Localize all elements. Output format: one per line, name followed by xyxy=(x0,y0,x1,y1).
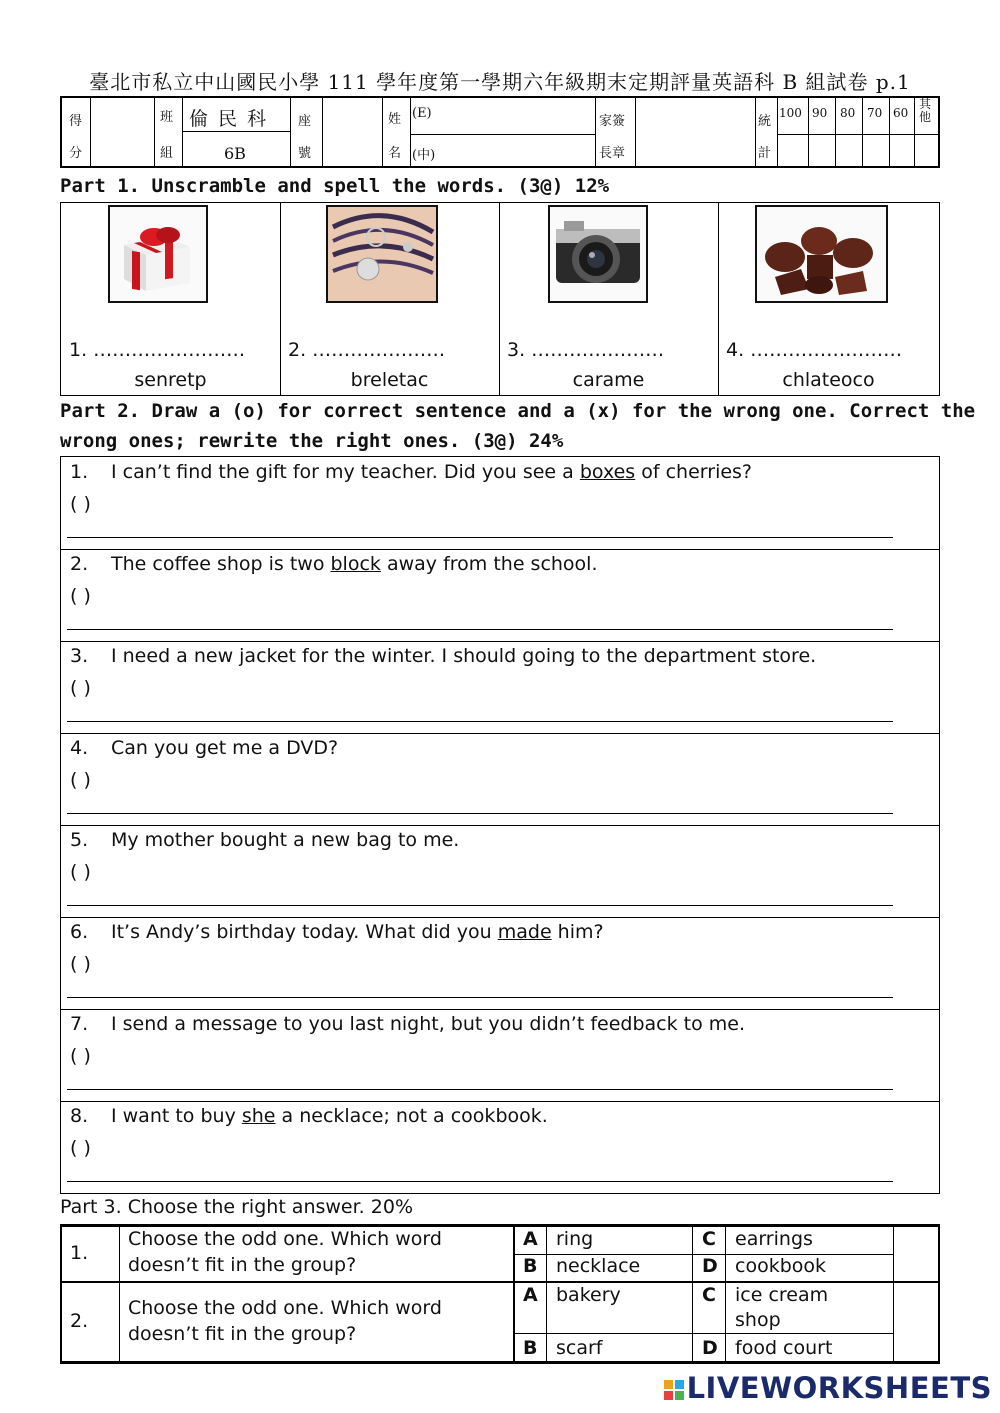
question-text: a necklace; not a cookbook. xyxy=(275,1105,548,1127)
seat-label-1: 座 xyxy=(298,114,312,129)
part2-questions xyxy=(60,456,940,1194)
class-label-1: 班 xyxy=(160,110,174,125)
scrambled-word-1: senretp xyxy=(134,369,207,391)
score-label-1: 得 xyxy=(69,114,83,129)
underlined-word: made xyxy=(497,921,552,943)
answer-line[interactable] xyxy=(67,1181,893,1182)
part1-title: Part 1. Unscramble and spell the words. (3@) 12% xyxy=(60,175,610,197)
class-code: 6B xyxy=(224,144,246,163)
question-row xyxy=(61,641,939,734)
part2-title-line1: Part 2. Draw a (o) for correct sentence and a (x) for the wrong one. Correct the xyxy=(60,400,976,422)
q1-option-a[interactable]: ring xyxy=(556,1228,594,1250)
parent-label-2: 長章 xyxy=(599,146,626,161)
question-row xyxy=(61,457,939,550)
question-text: The coffee shop is two xyxy=(111,553,331,575)
mark-box[interactable]: ( ) xyxy=(70,861,91,883)
question-number: 2. xyxy=(70,553,89,575)
part1-item xyxy=(280,203,500,395)
score-label-2: 分 xyxy=(69,146,83,161)
option-letter-d: D xyxy=(702,1337,718,1359)
answer-line[interactable] xyxy=(67,1089,893,1090)
question-number: 6. xyxy=(70,921,89,943)
liveworksheets-logo xyxy=(664,1371,992,1405)
question-text: My mother bought a new bag to me. xyxy=(111,829,460,851)
part3-q2-line2: doesn’t fit in the group? xyxy=(128,1323,357,1345)
mark-box[interactable]: ( ) xyxy=(70,1137,91,1159)
name-chinese-label: (中) xyxy=(412,148,436,163)
part3-q2-line1: Choose the odd one. Which word xyxy=(128,1297,442,1319)
question-row xyxy=(61,1009,939,1102)
question-text: him? xyxy=(551,921,604,943)
mark-box[interactable]: ( ) xyxy=(70,953,91,975)
answer-line[interactable] xyxy=(67,721,893,722)
question-number: 4. xyxy=(70,737,89,759)
grade-100: 100 xyxy=(779,106,802,120)
liveworksheets-logo-icon xyxy=(664,1380,684,1400)
underlined-word: boxes xyxy=(579,461,636,483)
bracelet-icon xyxy=(326,205,438,303)
part3-q1-line2: doesn’t fit in the group? xyxy=(128,1254,357,1276)
class-name: 倫 民 科 xyxy=(189,108,269,130)
question-row xyxy=(61,825,939,918)
option-letter-b: B xyxy=(523,1255,538,1277)
question-text: Can you get me a DVD? xyxy=(111,737,339,759)
seat-label-2: 號 xyxy=(298,146,312,161)
question-number: 5. xyxy=(70,829,89,851)
q1-option-b[interactable]: necklace xyxy=(556,1255,641,1277)
part2-title-line2: wrong ones; rewrite the right ones. (3@) 24% xyxy=(60,430,564,452)
grade-90: 90 xyxy=(812,106,828,120)
option-letter-d: D xyxy=(702,1255,718,1277)
answer-line[interactable] xyxy=(67,537,893,538)
part3-table xyxy=(60,1224,940,1364)
part3-title: Part 3. Choose the right answer. 20% xyxy=(60,1196,413,1218)
answer-blank-1[interactable]: 1. …………………… xyxy=(69,339,246,361)
option-letter-a: A xyxy=(523,1284,538,1306)
answer-blank-2[interactable]: 2. ………………… xyxy=(288,339,446,361)
question-number: 8. xyxy=(70,1105,89,1127)
underlined-word: she xyxy=(241,1105,276,1127)
stat-label-2: 計 xyxy=(758,146,772,161)
question-text: away from the school. xyxy=(380,553,598,575)
question-number: 7. xyxy=(70,1013,89,1035)
mark-box[interactable]: ( ) xyxy=(70,585,91,607)
scrambled-word-3: carame xyxy=(572,369,645,391)
grade-80: 80 xyxy=(840,106,856,120)
question-text: It’s Andy’s birthday today. What did you xyxy=(111,921,498,943)
student-info-table xyxy=(60,96,940,168)
q1-option-c[interactable]: earrings xyxy=(735,1228,813,1250)
answer-line[interactable] xyxy=(67,813,893,814)
part3-q1-number: 1. xyxy=(70,1242,89,1264)
gift-icon xyxy=(108,205,208,303)
mark-box[interactable]: ( ) xyxy=(70,493,91,515)
question-text: I need a new jacket for the winter. I should going to the department store. xyxy=(111,645,817,667)
scrambled-word-4: chlateoco xyxy=(782,369,875,391)
question-row xyxy=(61,549,939,642)
question-row xyxy=(61,1101,939,1193)
option-letter-c: C xyxy=(702,1228,716,1250)
part3-q2-number: 2. xyxy=(70,1310,89,1332)
camera-icon xyxy=(548,205,648,303)
answer-line[interactable] xyxy=(67,997,893,998)
part3-q1-line1: Choose the odd one. Which word xyxy=(128,1228,442,1250)
answer-blank-3[interactable]: 3. ………………… xyxy=(507,339,665,361)
question-number: 1. xyxy=(70,461,89,483)
part1-grid xyxy=(60,202,940,396)
answer-line[interactable] xyxy=(67,905,893,906)
q2-option-b[interactable]: scarf xyxy=(556,1337,603,1359)
grade-other: 其他 xyxy=(919,97,932,124)
question-text: I can’t find the gift for my teacher. Did you see a xyxy=(111,461,580,483)
q2-option-a[interactable]: bakery xyxy=(556,1284,621,1306)
name-english-label: (E) xyxy=(412,106,432,121)
scrambled-word-2: breletac xyxy=(350,369,429,391)
question-text: of cherries? xyxy=(635,461,753,483)
q2-option-c-line2[interactable]: shop xyxy=(735,1309,781,1331)
liveworksheets-text: LIVEWORKSHEETS xyxy=(686,1371,992,1405)
part1-item xyxy=(718,203,939,395)
answer-line[interactable] xyxy=(67,629,893,630)
question-text: I want to buy xyxy=(111,1105,242,1127)
name-label-1: 姓 xyxy=(388,112,402,127)
underlined-word: block xyxy=(330,553,381,575)
grade-70: 70 xyxy=(867,106,883,120)
question-text: I send a message to you last night, but you didn’t feedback to me. xyxy=(111,1013,745,1035)
mark-box[interactable]: ( ) xyxy=(70,1045,91,1067)
q2-option-d[interactable]: food court xyxy=(735,1337,833,1359)
question-row xyxy=(61,917,939,1010)
option-letter-a: A xyxy=(523,1228,538,1250)
part1-item xyxy=(499,203,719,395)
mark-box[interactable]: ( ) xyxy=(70,769,91,791)
grade-60: 60 xyxy=(893,106,909,120)
worksheet-title: 臺北市私立中山國民小學 111 學年度第一學期六年級期末定期評量英語科 B 組試卷 p.1 xyxy=(89,70,911,94)
q1-option-d[interactable]: cookbook xyxy=(735,1255,827,1277)
class-label-2: 組 xyxy=(160,146,174,161)
part1-item xyxy=(61,203,281,395)
name-label-2: 名 xyxy=(388,146,402,161)
chocolate-icon xyxy=(755,205,888,303)
option-letter-c: C xyxy=(702,1284,716,1306)
mark-box[interactable]: ( ) xyxy=(70,677,91,699)
parent-label-1: 家簽 xyxy=(599,114,626,129)
stat-label-1: 統 xyxy=(758,114,772,129)
question-row xyxy=(61,733,939,826)
q2-option-c-line1[interactable]: ice cream xyxy=(735,1284,829,1306)
answer-blank-4[interactable]: 4. …………………… xyxy=(726,339,903,361)
question-number: 3. xyxy=(70,645,89,667)
option-letter-b: B xyxy=(523,1337,538,1359)
